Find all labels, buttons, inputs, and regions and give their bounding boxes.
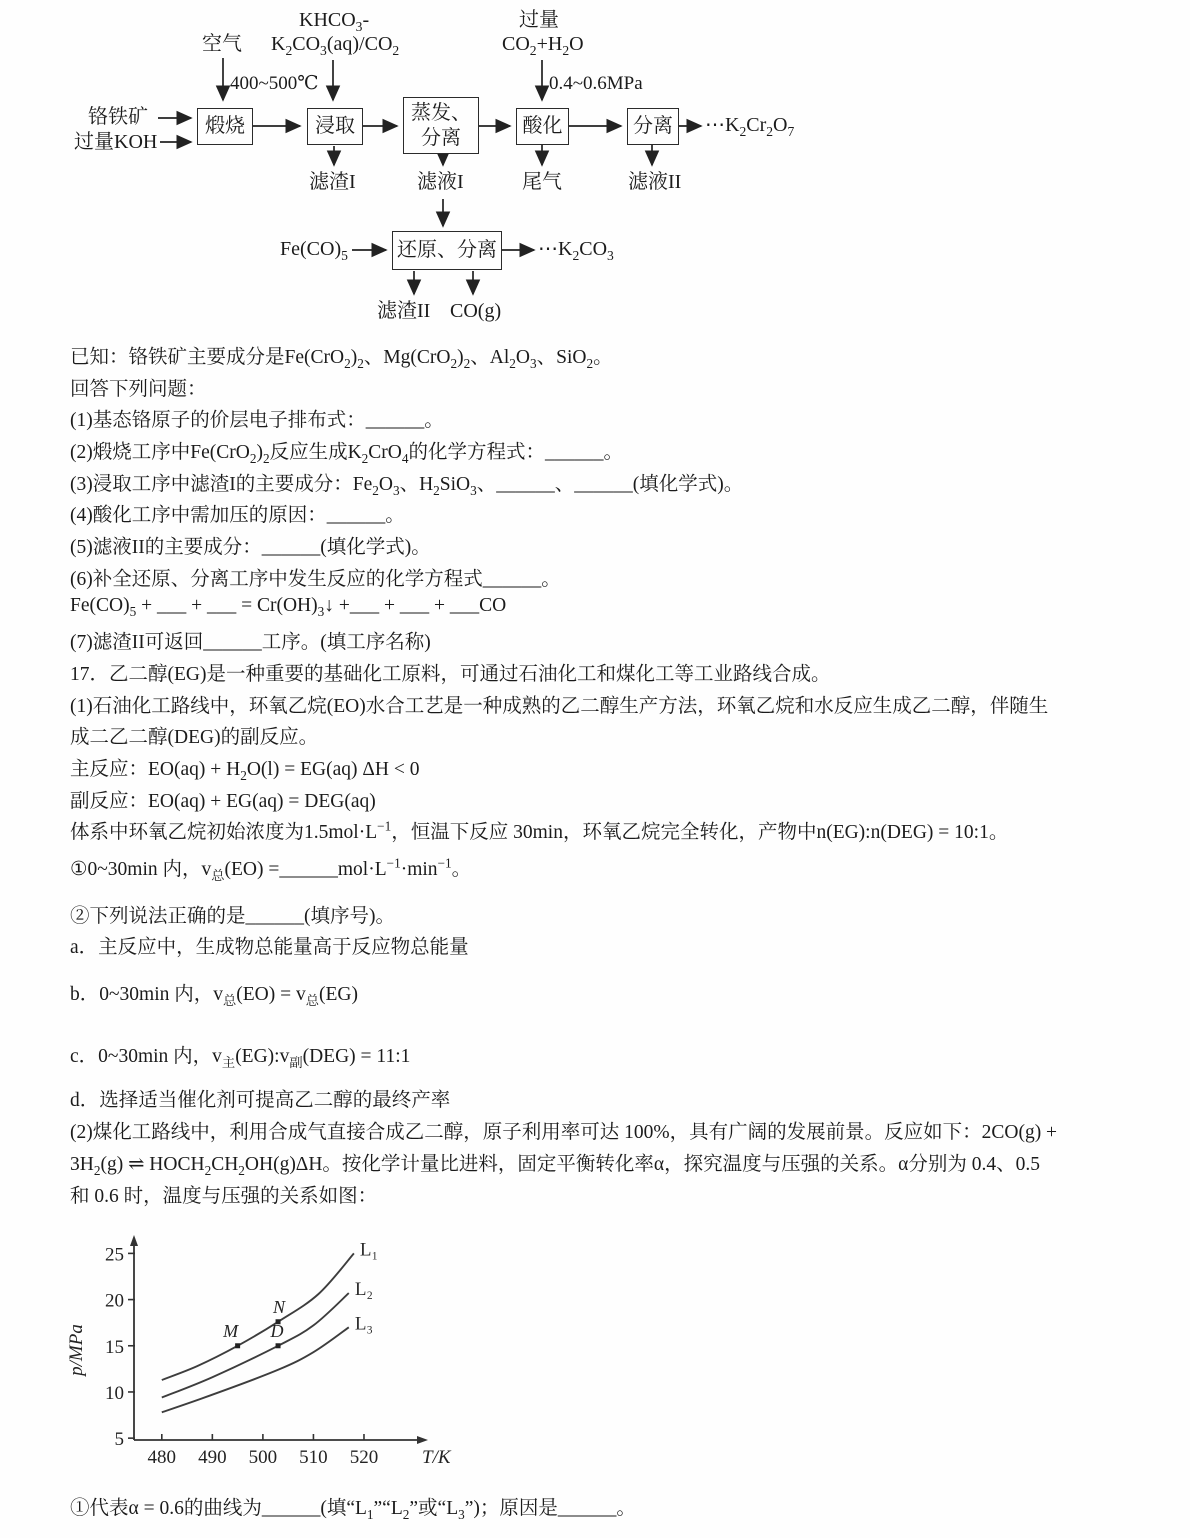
line-q3: (3)浸取工序中滤渣I的主要成分：$Fe_2O_3$、$H_2SiO_3$、______、______(填化学式)。 <box>70 473 744 498</box>
line-q5: (5)滤液II的主要成分：______(填化学式)。 <box>70 537 431 559</box>
box-separation: 分离 <box>627 108 679 145</box>
svg-text:L₃: L₃ <box>354 1313 374 1335</box>
svg-text:20: 20 <box>105 1290 124 1312</box>
output-k2cr2o7-label: $\cdots K_2Cr_2O_7$ <box>705 114 795 139</box>
line-option-d: d．选择适当催化剂可提高乙二醇的最终产率 <box>70 1090 451 1112</box>
line-q17-2a: (2)煤化工路线中，利用合成气直接合成乙二醇，原子利用率可达 100%，具有广阔的发展前景。反应如下：2CO(g) + <box>70 1122 1058 1144</box>
line-sub2-choose: ②下列说法正确的是______(填序号)。 <box>70 905 395 927</box>
output-filtrate2-label: 滤液II <box>628 171 682 193</box>
box-acidification: 酸化 <box>516 108 569 145</box>
line-option-a: a．主反应中，生成物总能量高于反应物总能量 <box>70 937 469 959</box>
line-q2: (2)煅烧工序中$Fe(CrO_2)_2$反应生成$K_2CrO_4$的化学方程式：______。 <box>70 442 624 466</box>
svg-text:490: 490 <box>198 1447 227 1468</box>
pressure-temperature-chart <box>60 1232 500 1487</box>
output-tail-gas-label: 尾气 <box>522 171 562 193</box>
line-q4: (4)酸化工序中需加压的原因：______。 <box>70 505 405 527</box>
line-sub1-curve-question: ①代表α = 0.6的曲线为______(填“$L_1”“L_2$”或“$L_3$”)；原因是______。 <box>70 1498 636 1522</box>
input-co2-h2o-label: $CO_2+H_2O$ <box>502 33 584 58</box>
svg-text:480: 480 <box>147 1447 177 1468</box>
svg-text:T/K: T/K <box>422 1447 451 1468</box>
process-flowchart <box>0 0 1190 340</box>
line-q17-2b: $3H_2(g)$ ⇌ $HOCH_2CH_2OH(g)\Delta H$。按化学计量比进料，固定平衡转化率α，探究温度与压强的关系。α分别为 0.4、0.5 <box>70 1153 1040 1178</box>
question-text-block <box>70 341 1145 1211</box>
condition-pressure-label: 0.4~0.6MPa <box>549 73 643 94</box>
condition-temperature-label: 400~500℃ <box>230 73 319 94</box>
output-residue2-label: 滤渣II <box>377 300 431 322</box>
svg-text:510: 510 <box>299 1447 328 1468</box>
svg-text:p/MPa: p/MPa <box>66 1324 87 1376</box>
output-filtrate1-label: 滤液I <box>417 171 464 193</box>
output-k2co3-label: $\cdots K_2CO_3$ <box>538 238 614 263</box>
line-q7: (7)滤渣II可返回______工序。(填工序名称) <box>70 632 431 654</box>
output-co-gas-label: CO(g) <box>450 300 502 322</box>
svg-text:L₂: L₂ <box>354 1279 374 1301</box>
svg-text:L₁: L₁ <box>359 1239 379 1261</box>
svg-text:15: 15 <box>105 1336 124 1358</box>
box-reduction-separation: 还原、分离 <box>392 231 502 270</box>
input-excess-label: 过量 <box>519 9 559 31</box>
svg-text:N: N <box>273 1296 286 1317</box>
input-khco3-label: $KHCO_3-$ <box>299 9 370 34</box>
output-residue1-label: 滤渣I <box>309 171 356 193</box>
line-q6-equation: $Fe(CO)_5$ + ___ + ___ = $Cr(OH)_3↓$ +___ + ___ + ___CO <box>70 594 507 619</box>
input-air-label: 空气 <box>202 33 242 55</box>
line-q17-intro: 17．乙二醇(EG)是一种重要的基础化工原料，可通过石油化工和煤化工等工业路线合成。 <box>70 663 831 685</box>
svg-text:D: D <box>270 1320 284 1341</box>
input-k2co3-label: $K_2CO_3(aq)/CO_2$ <box>271 33 400 58</box>
svg-text:M: M <box>223 1320 239 1341</box>
line-system-conditions: 体系中环氧乙烷初始浓度为$1.5mol\cdot L^{-1}$，恒温下反应 30min，环氧乙烷完全转化，产物中n(EG):n(DEG) = 10:1。 <box>70 818 1009 844</box>
input-feco5-label: $Fe(CO)_5$ <box>280 238 348 263</box>
line-option-c: c．0~30min 内，$v_主(EG):v_副(DEG)$ = 11:1 <box>70 1045 411 1070</box>
svg-text:500: 500 <box>248 1447 278 1468</box>
line-known-composition: 已知：铬铁矿主要成分是$Fe(CrO_2)_2$、$Mg(CrO_2)_2$、$Al_2O_3$、SiO$_2$。 <box>70 347 613 371</box>
svg-text:25: 25 <box>105 1244 124 1266</box>
line-q17-1b: 成二乙二醇(DEG)的副反应。 <box>70 727 319 749</box>
line-q6: (6)补全还原、分离工序中发生反应的化学方程式______。 <box>70 568 561 590</box>
line-sub1-rate: ①0~30min 内，$v_总(EO)$ $=\_\_\_\_\_\_mol\cdot L^{-1}\cdot\min^{-1}$。 <box>70 855 472 883</box>
box-leaching: 浸取 <box>307 108 363 145</box>
line-side-reaction: 副反应：EO(aq) + EG(aq) = DEG(aq) <box>70 790 376 812</box>
line-q17-1a: (1)石油化工路线中，环氧乙烷(EO)水合工艺是一种成熟的乙二醇生产方法，环氧乙烷和水反应生成乙二醇，伴随生 <box>70 695 1049 717</box>
svg-text:10: 10 <box>105 1382 124 1404</box>
box-calcination: 煅烧 <box>197 108 253 145</box>
chart-canvas <box>60 1232 500 1487</box>
input-koh-label: 过量KOH <box>74 131 158 153</box>
input-chromite-label: 铬铁矿 <box>88 106 148 128</box>
line-q17-2c: 和 0.6 时，温度与压强的关系如图： <box>70 1185 378 1207</box>
flowchart-arrows <box>0 0 1190 340</box>
svg-text:5: 5 <box>114 1429 124 1451</box>
box-evaporation-separation: 蒸发、 分离 <box>403 97 479 154</box>
line-main-reaction: 主反应：$EO(aq) + H_2O(l) = EG(aq) \Delta H < 0$ <box>70 758 420 783</box>
line-q1: (1)基态铬原子的价层电子排布式：______。 <box>70 410 444 432</box>
line-option-b: b．0~30min 内，$v_总(EO) = v_总(EG)$ <box>70 984 359 1008</box>
line-answer-prompt: 回答下列问题： <box>70 378 207 400</box>
svg-text:520: 520 <box>349 1447 379 1468</box>
